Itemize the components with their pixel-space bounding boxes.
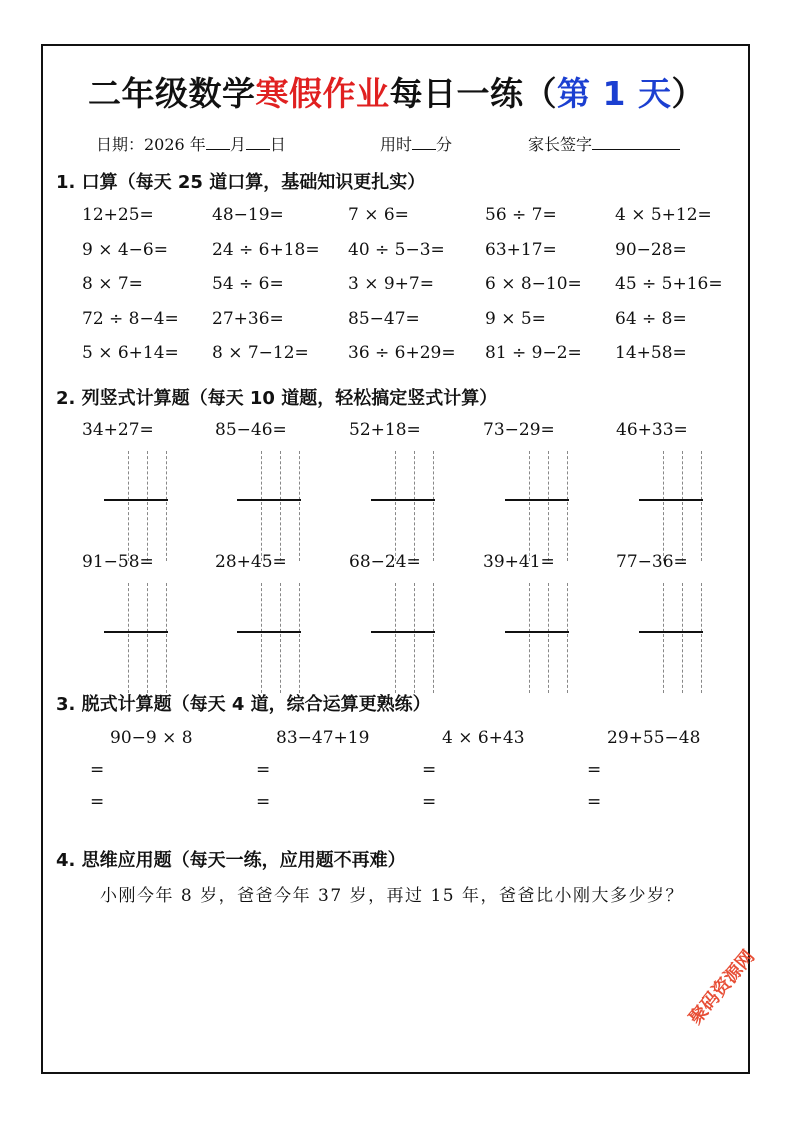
digit-column-guide <box>147 583 148 693</box>
title-grade: 二年级数学 <box>88 74 256 113</box>
parent-signature-field <box>528 132 680 155</box>
mental-math-problem: 4 × 5+12= <box>615 205 712 225</box>
time-label: 用时 <box>380 135 413 154</box>
stepwise-calc-problem: 83−47+19 <box>276 728 370 748</box>
result-line <box>104 499 168 501</box>
mental-math-problem: 45 ÷ 5+16= <box>615 274 723 294</box>
mental-math-problem: 40 ÷ 5−3= <box>348 240 445 260</box>
digit-column-guide <box>414 451 415 561</box>
mental-math-problem: 64 ÷ 8= <box>615 309 687 329</box>
digit-column-guide <box>701 583 702 693</box>
result-line <box>639 631 703 633</box>
vertical-calc-problem: 39+41= <box>483 552 555 572</box>
result-line <box>505 499 569 501</box>
vertical-calc-problem: 77−36= <box>616 552 688 572</box>
vertical-calc-answer-area[interactable] <box>505 583 569 693</box>
digit-column-guide <box>128 451 129 561</box>
watermark-logo: 聚码资源网 <box>685 946 760 1029</box>
vertical-calc-problem: 34+27= <box>82 420 154 440</box>
digit-column-guide <box>395 451 396 561</box>
digit-column-guide <box>261 583 262 693</box>
mental-math-problem: 9 × 5= <box>485 309 546 329</box>
section-4-heading: 4. 思维应用题（每天一练，应用题不再难） <box>56 850 406 871</box>
title-day-prefix: 第 <box>557 74 591 113</box>
digit-column-guide <box>128 583 129 693</box>
title-space <box>591 74 603 113</box>
mental-math-problem: 3 × 9+7= <box>348 274 434 294</box>
title-winter-homework: 寒假作业 <box>255 74 390 113</box>
mental-math-problem: 81 ÷ 9−2= <box>485 343 582 363</box>
vertical-calc-problem: 91−58= <box>82 552 154 572</box>
signature-label: 家长签字 <box>528 135 593 154</box>
digit-column-guide <box>548 583 549 693</box>
time-field <box>380 132 452 155</box>
stepwise-calc-problem: 29+55−48 <box>607 728 701 748</box>
day-label: 日 <box>269 135 286 154</box>
mental-math-problem: 12+25= <box>82 205 154 225</box>
mental-math-problem: 5 × 6+14= <box>82 343 179 363</box>
digit-column-guide <box>529 451 530 561</box>
digit-column-guide <box>299 451 300 561</box>
digit-column-guide <box>261 451 262 561</box>
equals-step[interactable]: = <box>422 792 437 812</box>
result-line <box>237 631 301 633</box>
digit-column-guide <box>299 583 300 693</box>
result-line <box>237 499 301 501</box>
mental-math-problem: 8 × 7−12= <box>212 343 309 363</box>
vertical-calc-answer-area[interactable] <box>237 451 301 561</box>
vertical-calc-problem: 68−24= <box>349 552 421 572</box>
digit-column-guide <box>567 451 568 561</box>
section-1-heading: 1. 口算（每天 25 道口算，基础知识更扎实） <box>56 172 426 193</box>
stepwise-calc-problem: 90−9 × 8 <box>110 728 193 748</box>
equals-step[interactable]: = <box>422 760 437 780</box>
equals-step[interactable]: = <box>256 760 271 780</box>
equals-step[interactable]: = <box>587 792 602 812</box>
title-open-paren: （ <box>523 74 558 113</box>
month-label: 月 <box>229 135 246 154</box>
mental-math-problem: 9 × 4−6= <box>82 240 168 260</box>
result-line <box>639 499 703 501</box>
vertical-calc-answer-area[interactable] <box>104 451 168 561</box>
equals-step[interactable]: = <box>90 792 105 812</box>
digit-column-guide <box>433 451 434 561</box>
equals-step[interactable]: = <box>587 760 602 780</box>
title-day-number: 1 <box>602 74 626 113</box>
vertical-calc-answer-area[interactable] <box>505 451 569 561</box>
title-day-suffix: 天 <box>637 74 672 113</box>
mental-math-problem: 8 × 7= <box>82 274 143 294</box>
mental-math-problem: 54 ÷ 6= <box>212 274 284 294</box>
digit-column-guide <box>663 583 664 693</box>
page-title <box>0 68 793 115</box>
vertical-calc-answer-area[interactable] <box>371 583 435 693</box>
mental-math-problem: 90−28= <box>615 240 687 260</box>
result-line <box>505 631 569 633</box>
vertical-calc-problem: 46+33= <box>616 420 688 440</box>
result-line <box>371 631 435 633</box>
mental-math-problem: 7 × 6= <box>348 205 409 225</box>
digit-column-guide <box>433 583 434 693</box>
equals-step[interactable]: = <box>256 792 271 812</box>
equals-step[interactable]: = <box>90 760 105 780</box>
day-blank[interactable] <box>246 134 270 150</box>
mental-math-problem: 36 ÷ 6+29= <box>348 343 456 363</box>
digit-column-guide <box>414 583 415 693</box>
digit-column-guide <box>567 583 568 693</box>
digit-column-guide <box>701 451 702 561</box>
minute-label: 分 <box>436 135 453 154</box>
result-line <box>104 631 168 633</box>
mental-math-problem: 63+17= <box>485 240 557 260</box>
digit-column-guide <box>682 583 683 693</box>
vertical-calc-problem: 28+45= <box>215 552 287 572</box>
digit-column-guide <box>395 583 396 693</box>
digit-column-guide <box>280 451 281 561</box>
mental-math-problem: 72 ÷ 8−4= <box>82 309 179 329</box>
result-line <box>371 499 435 501</box>
mental-math-problem: 48−19= <box>212 205 284 225</box>
title-daily-practice: 每日一练 <box>389 74 524 113</box>
section-2-heading: 2. 列竖式计算题（每天 10 道题，轻松搞定竖式计算） <box>56 388 498 409</box>
stepwise-calc-problem: 4 × 6+43 <box>442 728 525 748</box>
vertical-calc-problem: 85−46= <box>215 420 287 440</box>
digit-column-guide <box>529 583 530 693</box>
vertical-calc-answer-area[interactable] <box>639 583 703 693</box>
vertical-calc-answer-area[interactable] <box>639 451 703 561</box>
title-space <box>626 74 638 113</box>
word-problem-text: 小刚今年 8 岁，爸爸今年 37 岁，再过 15 年，爸爸比小刚大多少岁？ <box>100 886 685 906</box>
vertical-calc-answer-area[interactable] <box>371 451 435 561</box>
mental-math-problem: 6 × 8−10= <box>485 274 582 294</box>
mental-math-problem: 14+58= <box>615 343 687 363</box>
mental-math-problem: 27+36= <box>212 309 284 329</box>
title-close-paren: ） <box>671 74 705 113</box>
signature-blank[interactable] <box>592 134 680 150</box>
digit-column-guide <box>147 451 148 561</box>
mental-math-problem: 85−47= <box>348 309 420 329</box>
mental-math-problem: 56 ÷ 7= <box>485 205 557 225</box>
vertical-calc-answer-area[interactable] <box>237 583 301 693</box>
section-3-heading: 3. 脱式计算题（每天 4 道，综合运算更熟练） <box>56 694 431 715</box>
digit-column-guide <box>682 451 683 561</box>
date-label: 日期：2026 年 <box>96 135 206 154</box>
date-field <box>96 132 286 155</box>
digit-column-guide <box>166 451 167 561</box>
digit-column-guide <box>663 451 664 561</box>
time-blank[interactable] <box>412 134 436 150</box>
digit-column-guide <box>280 583 281 693</box>
month-blank[interactable] <box>206 134 230 150</box>
digit-column-guide <box>548 451 549 561</box>
vertical-calc-answer-area[interactable] <box>104 583 168 693</box>
digit-column-guide <box>166 583 167 693</box>
vertical-calc-problem: 73−29= <box>483 420 555 440</box>
vertical-calc-problem: 52+18= <box>349 420 421 440</box>
mental-math-problem: 24 ÷ 6+18= <box>212 240 320 260</box>
